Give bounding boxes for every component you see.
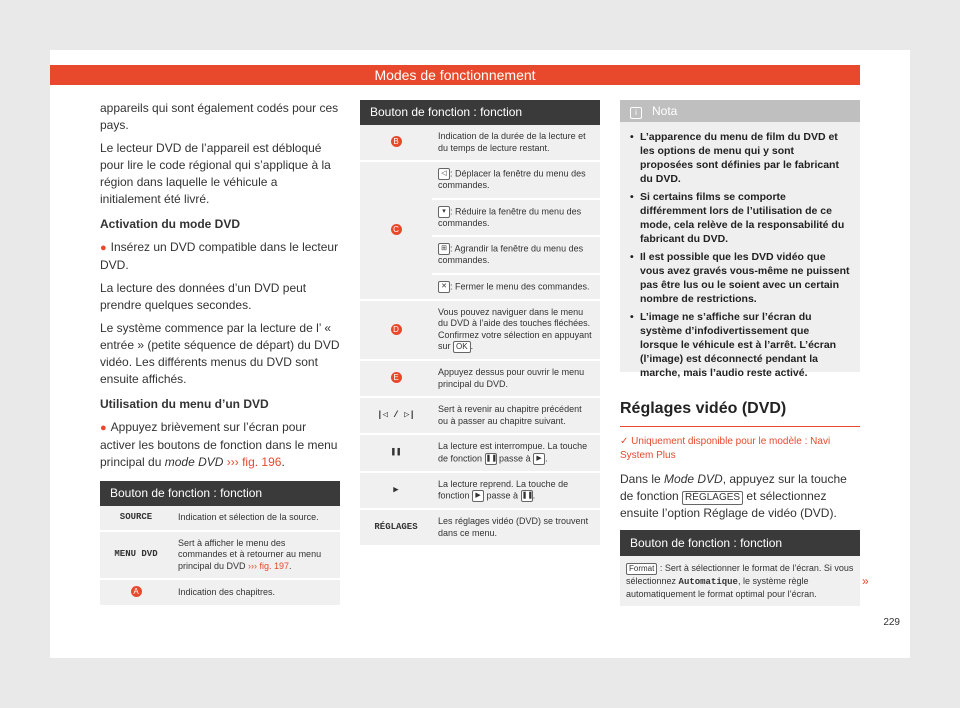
table-row — [360, 360, 600, 397]
callout-marker: D — [391, 324, 402, 335]
pause-icon: ❚❚ — [360, 434, 432, 472]
function-table-2 — [360, 100, 600, 547]
note-list — [630, 130, 850, 380]
table-header: Bouton de fonction : fonction — [100, 481, 340, 506]
table-key: MENU DVD — [100, 531, 172, 580]
table-row — [100, 579, 340, 606]
move-window-icon: ◁ — [438, 168, 450, 180]
list-item: • L’image ne s’affiche sur l’écran du système d’infodivertissement que lorsque le véhicule est à l’arrêt. L’écran (l’image) est déconnecté pendant la marche, mais l’audio reste activé. — [630, 310, 850, 380]
play-key-icon: ▶ — [533, 453, 545, 465]
table-desc: Sert à afficher le menu des commandes et à retourner au menu principal du DVD ››› fig. 197. — [172, 531, 340, 580]
table-desc: Indication et sélection de la source. — [172, 506, 340, 531]
list-item: • Si certains films se comporte différemment lors de l’utilisation de ce mode, cela relève de la responsabilité du fabricant du DVD. — [630, 190, 850, 246]
availability-note: ✓ Uniquement disponible pour le modèle : Navi System Plus — [620, 436, 831, 461]
table-row — [360, 397, 600, 434]
figure-link[interactable]: ››› fig. 197 — [245, 560, 290, 571]
page-header: Modes de fonctionnement — [50, 65, 860, 85]
table-desc: ◁ : Déplacer la fenêtre du menu des commandes. — [432, 161, 600, 199]
table-row — [360, 300, 600, 361]
table-desc: Indication des chapitres. — [172, 579, 340, 606]
table-key — [100, 579, 172, 606]
page-number: 229 — [883, 617, 900, 628]
paragraph: appareils qui sont également codés pour ces pays. — [100, 101, 339, 132]
note-box — [620, 100, 860, 379]
table-key: RÉGLAGES — [360, 509, 432, 546]
section-heading: Activation du mode DVD — [100, 217, 241, 231]
bullet-item: ● Insérez un DVD compatible dans le lecteur DVD. — [100, 240, 339, 272]
bullet-icon: ● — [100, 242, 107, 254]
table-header: Bouton de fonction : fonction — [360, 100, 600, 125]
table-desc: Vous pouvez naviguer dans le menu du DVD à l’aide des touches fléchées. Confirmez votre sélection en appuyant sur OK . — [432, 300, 600, 361]
play-icon: ▶ — [360, 472, 432, 510]
note-header: i Nota — [620, 100, 860, 122]
table-header: Bouton de fonction : fonction — [620, 530, 860, 556]
expand-window-icon: ⊞ — [438, 243, 450, 255]
callout-marker: E — [391, 372, 402, 383]
callout-marker: B — [391, 136, 402, 147]
minimize-window-icon: ▾ — [438, 206, 450, 218]
table-desc: Les réglages vidéo (DVD) se trouvent dans ce menu. — [432, 509, 600, 546]
column-middle — [360, 100, 600, 547]
format-key-icon: Format — [626, 563, 657, 575]
paragraph: Dans le Mode DVD, appuyez sur la touche de fonction RÉGLAGES et sélectionnez ensuite l’option Réglage de vidéo (DVD). — [620, 472, 847, 520]
table-row — [360, 161, 600, 199]
check-icon: ✓ — [620, 436, 632, 447]
continue-marker: » — [862, 574, 869, 588]
paragraph: Le système commence par la lecture de l’ « entrée » (petite séquence de départ) du DVD vidéo. Les différents menus du DVD sont ensuite affichés. — [100, 321, 340, 386]
reglages-key-icon: RÉGLAGES — [682, 491, 743, 505]
callout-marker: C — [391, 224, 402, 235]
info-icon: i — [630, 107, 642, 119]
table-row — [100, 506, 340, 531]
list-item: • Il est possible que les DVD vidéo que vous avez gravés vous-même ne puissent pas être lus ou le soient avec un certain nombre de restrictions. — [630, 250, 850, 306]
pause-key-icon: ❚❚ — [485, 453, 497, 465]
table-row — [360, 509, 600, 546]
column-left — [100, 100, 340, 607]
table-row — [360, 125, 600, 161]
table-key: SOURCE — [100, 506, 172, 531]
divider — [620, 426, 860, 427]
table-row — [360, 434, 600, 472]
paragraph: La lecture des données d’un DVD peut prendre quelques secondes. — [100, 281, 307, 312]
play-key-icon: ▶ — [472, 490, 484, 502]
column-right — [620, 400, 860, 606]
pause-key-icon: ❚❚ — [521, 490, 533, 502]
prev-next-chapter-icon: |◁ / ▷| — [360, 397, 432, 434]
table-desc: ✕ : Fermer le menu des commandes. — [432, 274, 600, 300]
table-desc: Sert à revenir au chapitre précédent ou à passer au chapitre suivant. — [432, 397, 600, 434]
ok-key-icon: OK — [453, 341, 471, 353]
paragraph: Le lecteur DVD de l’appareil est débloqué pour lire le code régional qui s’applique à la région dans laquelle le véhicule a initialement été livré. — [100, 141, 331, 206]
figure-link[interactable]: ››› fig. 196 — [223, 455, 282, 469]
table-desc: Format : Sert à sélectionner le format de l’écran. Si vous sélectionnez Automatique, le système règle automatiquement le format optimal pour l’écran. — [620, 556, 860, 606]
section-heading: Utilisation du menu d’un DVD — [100, 397, 269, 411]
callout-marker: A — [131, 586, 142, 597]
list-item: • L’apparence du menu de film du DVD et les options de menu qui y sont proposées sont définies par le fabricant du DVD. — [630, 130, 850, 186]
table-row — [620, 556, 860, 606]
table-desc: ⊞ : Agrandir la fenêtre du menu des commandes. — [432, 236, 600, 274]
bullet-item: ● Appuyez brièvement sur l’écran pour activer les boutons de fonction dans le menu principal du mode DVD ››› fig. 196. — [100, 420, 338, 469]
table-desc: La lecture reprend. La touche de fonction ▶ passe à ❚❚. — [432, 472, 600, 510]
function-table-3 — [620, 530, 860, 606]
table-desc: Appuyez dessus pour ouvrir le menu principal du DVD. — [432, 360, 600, 397]
table-desc: La lecture est interrompue. La touche de fonction ❚❚ passe à ▶ . — [432, 434, 600, 472]
table-row — [100, 531, 340, 580]
table-desc: Indication de la durée de la lecture et du temps de lecture restant. — [432, 125, 600, 161]
function-table-1 — [100, 481, 340, 607]
close-icon: ✕ — [438, 281, 450, 293]
table-row — [360, 472, 600, 510]
bullet-icon: ● — [100, 422, 107, 434]
section-title: Réglages vidéo (DVD) — [620, 400, 787, 417]
table-desc: ▾ : Réduire la fenêtre du menu des commandes. — [432, 199, 600, 237]
